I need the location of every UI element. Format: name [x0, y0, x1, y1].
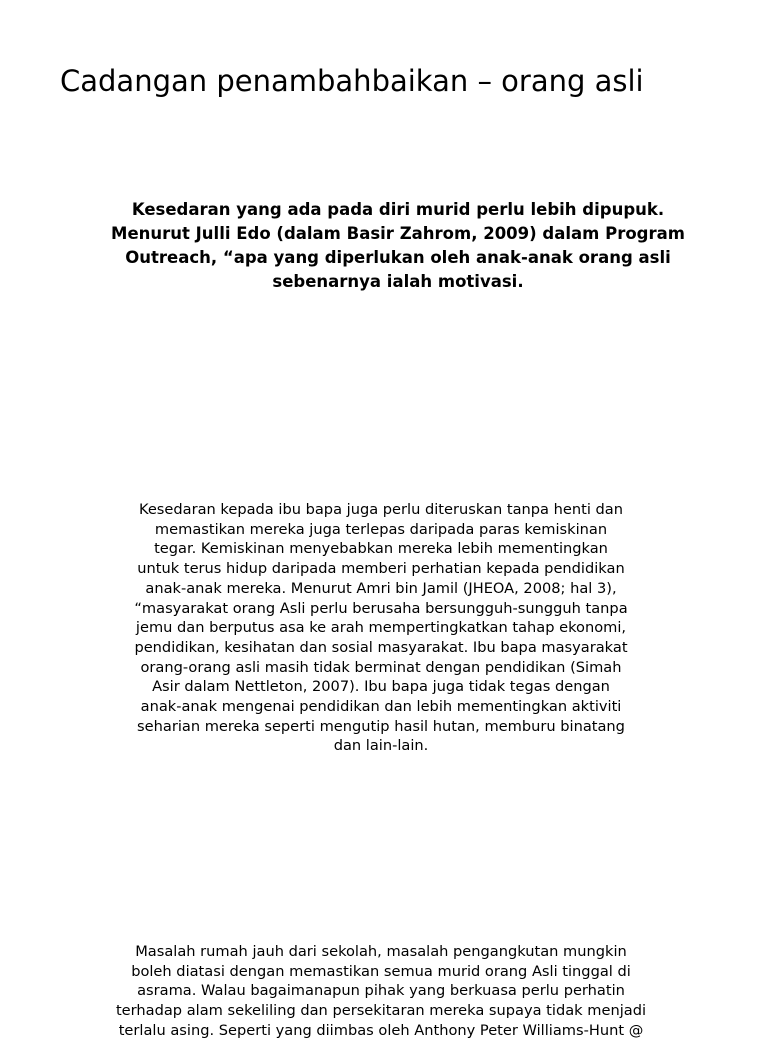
paragraph-line: boleh diatasi dengan memastikan semua murid orang Asli tinggal di — [131, 962, 631, 980]
quote-line: sebenarnya ialah motivasi. — [272, 272, 524, 291]
paragraph-line: orang-orang asli masih tidak berminat dengan pendidikan (Simah — [140, 658, 622, 676]
paragraph-line: Asir dalam Nettleton, 2007). Ibu bapa juga tidak tegas dengan — [152, 678, 610, 696]
paragraph-line: Masalah rumah jauh dari sekolah, masalah pengangkutan mungkin — [135, 943, 627, 960]
paragraph-line: tegar. Kemiskinan menyebabkan mereka lebih mementingkan — [154, 540, 608, 558]
paragraph-line: anak-anak mereka. Menurut Amri bin Jamil (JHEOA, 2008; hal 3), — [145, 579, 617, 597]
paragraph-line: Kesedaran kepada ibu bapa juga perlu diteruskan tanpa henti dan — [138, 501, 623, 518]
body-paragraph-parents — [80, 500, 682, 756]
paragraph-line: memastikan mereka juga terlepas daripada paras kemiskinan — [154, 520, 608, 538]
paragraph-line: “masyarakat orang Asli perlu berusaha bersungguh-sungguh tanpa — [134, 599, 628, 617]
quote-line: Kesedaran yang ada pada diri murid perlu lebih dipupuk. — [131, 200, 665, 219]
paragraph-line: terlalu asing. Seperti yang diimbas oleh Anthony Peter Williams-Hunt @ — [118, 1021, 644, 1039]
paragraph-line: terhadap alam sekeliling dan persekitaran mereka supaya tidak menjadi — [115, 1002, 647, 1020]
paragraph-line: asrama. Walau bagaimanapun pihak yang berkuasa perlu perhatin — [137, 982, 625, 1000]
paragraph-line: anak-anak mengenai pendidikan dan lebih mementingkan aktiviti — [140, 698, 622, 716]
paragraph-line: untuk terus hidup daripada memberi perhatian kepada pendidikan — [137, 560, 625, 578]
slide-title: Cadangan penambahbaikan – orang asli — [60, 64, 644, 98]
paragraph-line: jemu dan berputus asa ke arah mempertingkatkan tahap ekonomi, — [135, 619, 627, 637]
paragraph-line: seharian mereka seperti mengutip hasil hutan, memburu binatang — [137, 717, 625, 735]
body-paragraph-hostel — [80, 942, 682, 1041]
quote-paragraph — [88, 198, 708, 294]
quote-line: Menurut Julli Edo (dalam Basir Zahrom, 2009) dalam Program — [111, 224, 685, 243]
paragraph-line: dan lain-lain. — [333, 737, 429, 755]
paragraph-line: pendidikan, kesihatan dan sosial masyarakat. Ibu bapa masyarakat — [134, 638, 628, 656]
quote-line: Outreach, “apa yang diperlukan oleh anak-anak orang asli — [125, 248, 671, 267]
